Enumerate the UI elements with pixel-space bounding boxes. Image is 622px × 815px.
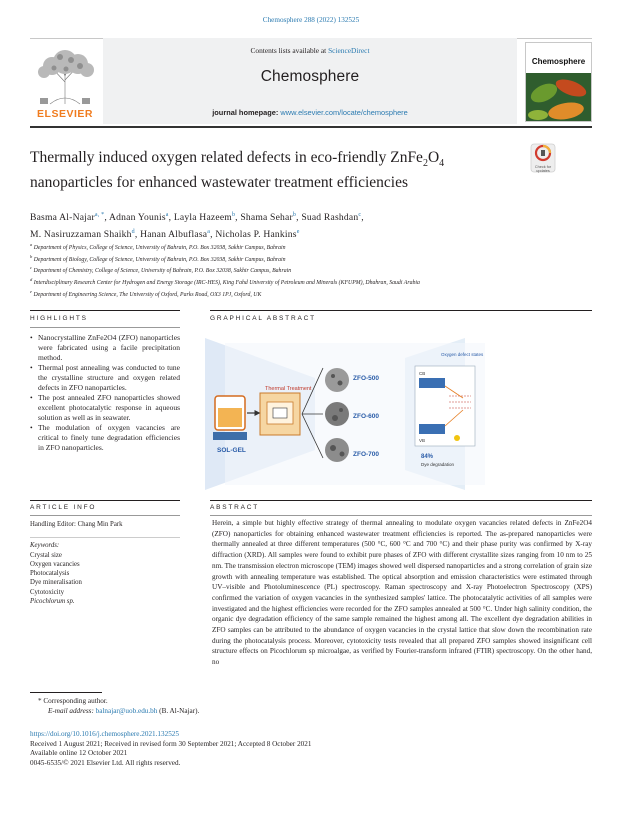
highlight-item: • The post annealed ZFO nanoparticles showed excellent photocatalytic response in aqueous solution as well as in seawater. bbox=[30, 393, 180, 423]
author[interactable]: Basma Al-Najar$^{a, *}$ bbox=[30, 212, 105, 224]
defect-states-label: Oxygen defect states bbox=[441, 352, 484, 357]
journal-name: Chemosphere bbox=[260, 68, 360, 85]
affiliation: $^c$ Department of Chemistry, College of Science, University of Bahrain, P.O. Box 32038, Sakhir Campus, Bahrain bbox=[30, 265, 292, 275]
affiliation: $^b$ Department of Biology, College of Science, University of Bahrain, P.O. Box 32038, Sakhir Campus, Bahrain bbox=[30, 253, 286, 263]
journal-cover-thumbnail[interactable] bbox=[525, 42, 592, 122]
percent-label: 84% bbox=[421, 454, 434, 460]
email-line bbox=[30, 707, 430, 717]
keyword[interactable]: Crystal size bbox=[30, 551, 62, 559]
highlights-heading: HIGHLIGHTS bbox=[30, 315, 88, 322]
abstract-text: Herein, a simple but highly effective strategy of thermal annealing to modulate oxygen vacancies related defects in ZnFe2O4 (ZFO) nanoparticles for obtaining enhanced wastewater treatment efficiencies is reported. The as-prepared nanoparticles were thermally annealed at three different temperatures (500 °C, 600 °C and 700 °C) and their phase purity was confirmed by X-ray diffraction (XRD). All samples were found to exhibit pure phases of ZFO with different crystallite sizes ranging from 10 nm to 25 nm. The transmission electron microscope (TEM) images showed well dispersed nanoparticles and a strong correlation of grain size growth with annealing temperature was established. The optical absorption and emission characteristics were estimated through UV–visible and Photoluminescence (PL) spectroscopy. Raman spectroscopy and X-ray Photoelectron Spectroscopy (XPS) confirmed the variation of oxygen vacancies in the synthesized samples' lattice. The photocatalytic activities of all samples were investigated and the highest efficiencies were recorded for the ZFO samples annealed at 500 °C. Under high salinity condition, the organic dye degradation efficiency of the same sample remained the highest among all. The excellent dye degradation abilities in ZFO samples can be attributed to the abundance of oxygen vacancies in the crystal lattice that slow down the recombination rate during the photocatalysis process. Moreover, cytotoxicity tests revealed that all prepared ZFO samples showed insignificant cell structure effects on Picochlorum sp microalgae, as verified by Fourier-transform infrared (FTIR) spectroscopy. On the other hand, no bbox=[212, 519, 592, 667]
dye-degradation-label: Dye degradation bbox=[421, 462, 455, 467]
article-info-subrule bbox=[30, 515, 180, 516]
highlight-item: • Thermal post annealing was conducted to tune the crystalline structure and oxygen related defects in ZFO nanoparticles. bbox=[30, 363, 180, 393]
furnace-icon bbox=[260, 393, 300, 435]
available-online: Available online 12 October 2021 bbox=[30, 749, 128, 757]
highlights-subrule bbox=[30, 327, 180, 328]
author-list: Basma Al-Najar$^{a, *}$, Adnan Younis$^a$, Layla Hazeem$^b$, Shama Sehar$^b$, Suad Rashdan$^c$, M. Nasiruzzaman Shaikh$^d$, Hanan Albuflasa$^a$, Nicholas P. Hankins$^e$ bbox=[30, 212, 364, 241]
tem-image-700 bbox=[325, 438, 349, 462]
footnote-rule bbox=[30, 692, 102, 693]
keywords-divider bbox=[30, 537, 180, 538]
author[interactable]: Hanan Albuflasa$^a$ bbox=[140, 229, 211, 241]
author[interactable]: Shama Sehar$^b$ bbox=[240, 212, 297, 224]
keyword[interactable]: Dye mineralisation bbox=[30, 579, 82, 587]
keyword[interactable]: Photocatalysis bbox=[30, 570, 70, 578]
article-info-body bbox=[30, 520, 180, 606]
sciencedirect-link[interactable]: ScienceDirect bbox=[328, 46, 370, 55]
journal-homepage bbox=[103, 108, 517, 117]
zfo-600-label: ZFO-600 bbox=[353, 413, 380, 420]
email-label: E-mail address: bbox=[48, 706, 96, 715]
highlight-item: • Nanocrystalline ZnFe2O4 (ZFO) nanoparticles were fabricated using a facile precipitation method. bbox=[30, 333, 180, 363]
corresponding-author: * Corresponding author. bbox=[38, 697, 108, 705]
copyright: 0045-6535/© 2021 Elsevier Ltd. All rights reserved. bbox=[30, 758, 181, 767]
received-dates: Received 1 August 2021; Received in revised form 30 September 2021; Accepted 8 October 2021 bbox=[30, 739, 312, 748]
doi-link[interactable]: https://doi.org/10.1016/j.chemosphere.2021.132525 bbox=[30, 730, 179, 738]
abstract-rule bbox=[210, 500, 592, 501]
affiliations bbox=[30, 241, 590, 299]
affiliation: $^e$ Department of Engineering Science, The University of Oxford, Parks Road, OX3 1PJ, Oxford, UK bbox=[30, 288, 262, 298]
handling-editor: Handling Editor: Chang Min Park bbox=[30, 521, 123, 528]
homepage-link[interactable]: www.elsevier.com/locate/chemosphere bbox=[280, 108, 408, 117]
check-for-updates-label: Check for updates bbox=[534, 165, 552, 174]
header-bottom-rule bbox=[30, 126, 592, 128]
elsevier-wordmark[interactable]: ELSEVIER bbox=[37, 108, 93, 120]
article-info-rule bbox=[30, 500, 180, 501]
author[interactable]: Nicholas P. Hankins$^e$ bbox=[215, 229, 300, 241]
sol-gel-label: SOL-GEL bbox=[217, 447, 246, 454]
email-suffix: (B. Al-Najar). bbox=[157, 706, 200, 715]
beaker-icon bbox=[213, 396, 247, 440]
author[interactable]: Suad Rashdan$^c$ bbox=[301, 212, 362, 224]
author[interactable]: Adnan Younis$^a$ bbox=[109, 212, 169, 224]
article-title bbox=[30, 148, 510, 192]
author[interactable]: M. Nasiruzzaman Shaikh$^d$ bbox=[30, 229, 135, 241]
affiliation: $^d$ Interdisciplinary Research Center for Hydrogen and Energy Storage (IRC-HES), King Fahd University of Petroleum and Minerals (KFUPM), Dhahran, Saudi Arabia bbox=[30, 276, 420, 286]
graphical-abstract-figure[interactable] bbox=[205, 338, 585, 490]
cb-label: CB bbox=[419, 371, 426, 376]
tem-image-600 bbox=[325, 402, 349, 426]
highlights-rule bbox=[30, 310, 180, 311]
corresponding-footnote bbox=[30, 697, 430, 716]
cover-title: Chemosphere bbox=[531, 57, 586, 66]
article-info-heading: ARTICLE INFO bbox=[30, 504, 97, 511]
zfo-700-label: ZFO-700 bbox=[353, 451, 380, 458]
abstract-heading: ABSTRACT bbox=[210, 504, 260, 511]
tem-image-500 bbox=[325, 368, 349, 392]
affiliation: $^a$ Department of Physics, College of Science, University of Bahrain, P.O. Box 32038, Sakhir Campus, Bahrain bbox=[30, 242, 286, 251]
cover-leaves-image bbox=[526, 73, 592, 122]
article-footer bbox=[30, 730, 430, 768]
highlights-list bbox=[30, 333, 180, 453]
highlight-item: • The modulation of oxygen vacancies are critical to finely tune degradation efficiencies in ZFO nanoparticles. bbox=[30, 423, 180, 453]
keywords-heading: Keywords: bbox=[30, 542, 60, 550]
contents-prefix: Contents lists available at bbox=[250, 46, 329, 55]
thermal-label: Thermal Treatment bbox=[265, 386, 312, 392]
title-part-2: nanoparticles for enhanced wastewater treatment efficiencies bbox=[30, 174, 408, 192]
vb-label: VB bbox=[419, 438, 426, 443]
zfo-500-label: ZFO-500 bbox=[353, 375, 380, 382]
contents-available bbox=[103, 46, 517, 55]
title-part-1: Thermally induced oxygen related defects in eco-friendly $ZnFe_2O_4$ bbox=[30, 149, 445, 170]
email-link[interactable]: balnajar@uob.edu.bh bbox=[95, 706, 158, 715]
keyword[interactable]: Cytotoxicity bbox=[30, 588, 64, 596]
graphical-abstract-heading: GRAPHICAL ABSTRACT bbox=[210, 315, 316, 322]
journal-citation[interactable]: Chemosphere 288 (2022) 132525 bbox=[262, 16, 360, 24]
abstract-subrule bbox=[210, 515, 592, 516]
author[interactable]: Layla Hazeem$^b$ bbox=[173, 212, 236, 224]
graphical-abstract-rule bbox=[210, 310, 592, 311]
band-diagram bbox=[415, 366, 475, 446]
keyword[interactable]: Picochlorum sp. bbox=[30, 598, 75, 606]
keyword[interactable]: Oxygen vacancies bbox=[30, 560, 80, 568]
homepage-label: journal homepage: bbox=[212, 108, 281, 117]
